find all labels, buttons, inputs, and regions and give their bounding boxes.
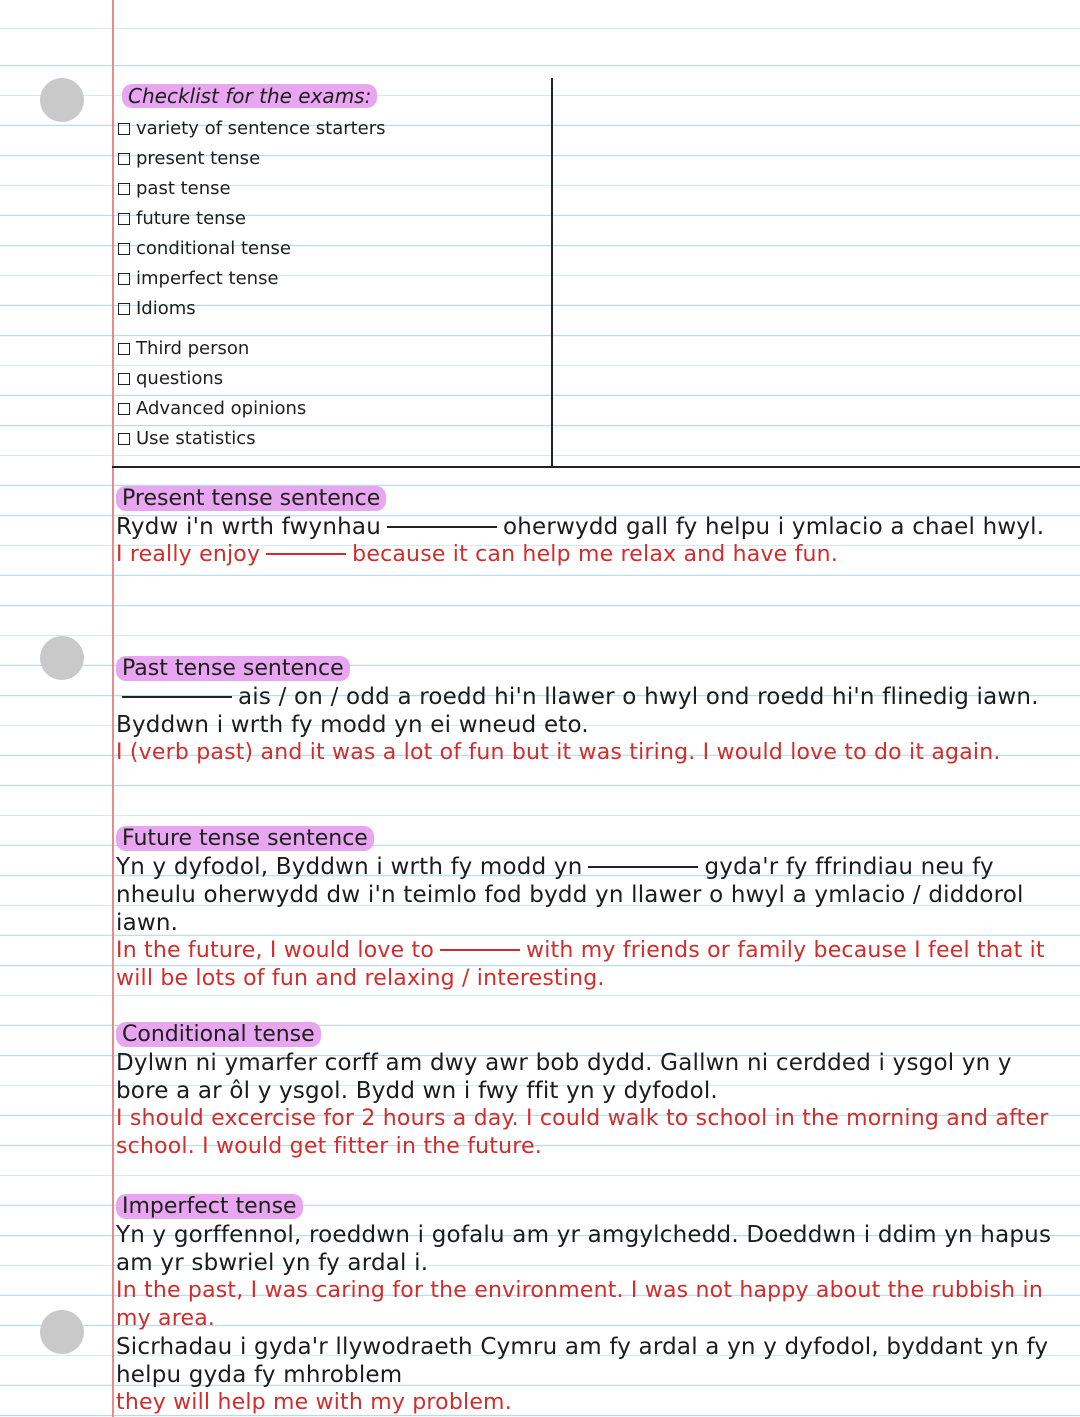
fill-in-blank [440, 949, 520, 951]
fill-in-blank [122, 696, 232, 698]
checklist-item[interactable]: Advanced opinions [118, 394, 548, 424]
past-tense-heading: Past tense sentence [116, 656, 350, 681]
conditional-english-translation: I should excercise for 2 hours a day. I could walk to school in the morning and after school. I would get fitter in the future. [116, 1106, 1049, 1159]
checklist-item[interactable]: imperfect tense [118, 264, 548, 294]
future-welsh-sentence: Yn y dyfodol, Byddwn i wrth fy modd yn gyda'r fy ffrindiau neu fy nheulu oherwydd dw i'n teimlo fod bydd yn llawer o hwyl a ymlacio / diddorol iawn. [116, 854, 1024, 936]
checkbox-icon[interactable] [118, 123, 130, 135]
checklist-title: Checklist for the exams: [122, 84, 377, 108]
checklist-item[interactable]: Use statistics [118, 424, 548, 454]
checkbox-icon[interactable] [118, 303, 130, 315]
past-welsh-sentence: ais / on / odd a roedd hi'n llawer o hwyl ond roedd hi'n flinedig iawn. Byddwn i wrth fy modd yn ei wneud eto. [116, 684, 1039, 738]
checklist-item[interactable]: conditional tense [118, 234, 548, 264]
conditional-tense-heading: Conditional tense [116, 1022, 321, 1047]
checklist-item[interactable]: questions [118, 364, 548, 394]
extra-welsh-sentence: Sicrhadau i gyda'r llywodraeth Cymru am fy ardal a yn y dyfodol, byddant yn fy helpu gyda fy mhroblem [116, 1334, 1049, 1388]
future-english-translation: In the future, I would love to with my friends or family because I feel that it will be lots of fun and relaxing / interesting. [116, 938, 1045, 991]
present-welsh-sentence: Rydw i'n wrth fwynhau oherwydd gall fy helpu i ymlacio a chael hwyl. [116, 514, 1045, 540]
table-horizontal-rule [112, 466, 1080, 468]
checkbox-icon[interactable] [118, 153, 130, 165]
checkbox-icon[interactable] [118, 213, 130, 225]
checkbox-icon[interactable] [118, 403, 130, 415]
checkbox-icon[interactable] [118, 183, 130, 195]
future-tense-section [116, 826, 1066, 993]
checkbox-icon[interactable] [118, 243, 130, 255]
checklist-item[interactable]: Idioms [118, 294, 548, 324]
checklist-item[interactable]: future tense [118, 204, 548, 234]
imperfect-english-translation: In the past, I was caring for the environment. I was not happy about the rubbish in my area. [116, 1278, 1043, 1331]
checklist-items [118, 114, 548, 454]
imperfect-tense-heading: Imperfect tense [116, 1194, 303, 1219]
extra-english-translation: they will help me with my problem. [116, 1390, 512, 1415]
exam-checklist [118, 84, 548, 454]
checklist-item[interactable]: present tense [118, 144, 548, 174]
imperfect-welsh-sentence: Yn y gorffennol, roeddwn i gofalu am yr amgylchedd. Doeddwn i ddim yn hapus am yr sbwriel yn fy ardal i. [116, 1222, 1052, 1276]
checkbox-icon[interactable] [118, 343, 130, 355]
fill-in-blank [387, 526, 497, 528]
present-tense-heading: Present tense sentence [116, 486, 386, 511]
checkbox-icon[interactable] [118, 373, 130, 385]
punch-hole-middle [40, 636, 84, 680]
fill-in-blank [588, 866, 698, 868]
checklist-item[interactable]: Third person [118, 334, 548, 364]
checkbox-icon[interactable] [118, 273, 130, 285]
present-tense-section [116, 486, 1066, 569]
checklist-item[interactable]: past tense [118, 174, 548, 204]
imperfect-tense-section [116, 1194, 1066, 1417]
future-tense-heading: Future tense sentence [116, 826, 374, 851]
past-tense-section [116, 656, 1066, 767]
table-vertical-rule [551, 78, 553, 468]
conditional-welsh-sentence: Dylwn ni ymarfer corff am dwy awr bob dydd. Gallwn ni cerdded i ysgol yn y bore a ar ôl y ysgol. Bydd wn i fwy ffit yn y dyfodol. [116, 1050, 1012, 1104]
past-english-translation: I (verb past) and it was a lot of fun but it was tiring. I would love to do it again. [116, 740, 1001, 765]
conditional-tense-section [116, 1022, 1066, 1161]
punch-hole-top [40, 78, 84, 122]
fill-in-blank [266, 553, 346, 555]
punch-hole-bottom [40, 1310, 84, 1354]
margin-line [112, 0, 114, 1417]
checklist-item[interactable]: variety of sentence starters [118, 114, 548, 144]
checkbox-icon[interactable] [118, 433, 130, 445]
present-english-translation: I really enjoy because it can help me relax and have fun. [116, 542, 839, 567]
